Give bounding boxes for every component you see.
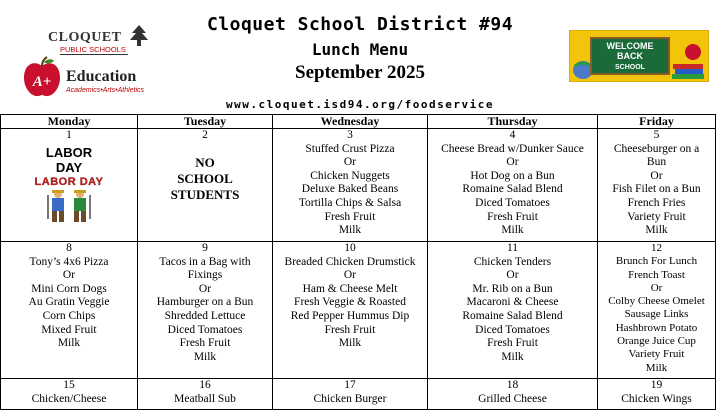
day-header-monday: Monday (1, 115, 138, 129)
welcome-line-1: WELCOME (606, 41, 654, 51)
labor-day-label (1, 145, 137, 175)
menu-item: French Fries (627, 196, 686, 209)
menu-calendar (0, 114, 716, 410)
menu-item: Chicken Wings (621, 392, 692, 405)
labor-day-banner: LABOR DAY (34, 175, 104, 188)
menu-item: Sausage Links (624, 308, 689, 321)
menu-item: Or (650, 169, 663, 182)
menu-item: Hashbrown Potato (615, 321, 698, 334)
menu-month: September 2025 (295, 62, 425, 83)
welcome-back-school-clipart (569, 30, 709, 82)
menu-item: Chicken Nuggets (310, 169, 390, 182)
menu-item: Deluxe Baked Beans (301, 183, 399, 196)
menu-item: Variety Fruit (627, 210, 686, 223)
day-cell-3 (273, 129, 428, 242)
menu-item: Milk (501, 350, 524, 363)
day-header-wednesday: Wednesday (273, 115, 428, 129)
date-number: 1 (66, 129, 72, 141)
date-number: 3 (347, 129, 353, 141)
menu-item: Milk (501, 224, 524, 237)
menu-item: Fresh Fruit (179, 337, 231, 350)
day-cell-2 (138, 129, 273, 242)
menu-item: Or (343, 269, 357, 282)
menu-item: Corn Chips (42, 309, 96, 322)
day-cell-17 (273, 379, 428, 410)
menu-item: Milk (193, 350, 217, 363)
workers-clipart-icon (39, 189, 99, 223)
day-cell-18 (428, 379, 598, 410)
menu-item: Romaine Salad Blend (462, 183, 563, 196)
notice-line: SCHOOL (177, 170, 233, 186)
day-header-friday: Friday (598, 115, 716, 129)
menu-item: Orange Juice Cup (617, 335, 696, 348)
menu-item: Milk (338, 224, 362, 237)
menu-item: Or (650, 281, 663, 294)
cloquet-logo (48, 30, 144, 60)
day-cell-11 (428, 242, 598, 379)
menu-item: Fresh Fruit (324, 323, 376, 336)
menu-item: Bun (646, 156, 667, 169)
apple-a-plus-icon (22, 56, 62, 98)
menu-item: Milk (645, 224, 668, 237)
menu-item: Breaded Chicken Drumstick (284, 255, 416, 268)
menu-item: Chicken/Cheese (31, 392, 107, 405)
menu-item: Or (506, 269, 519, 282)
menu-item: Or (343, 156, 357, 169)
notice-line: NO (195, 154, 215, 170)
menu-item: Mr. Rib on a Bun (472, 282, 553, 295)
date-number: 12 (651, 242, 662, 254)
day-cell-10 (273, 242, 428, 379)
day-cell-8 (1, 242, 138, 379)
cloquet-logo-name: CLOQUET (48, 30, 122, 45)
no-school-notice (138, 155, 272, 203)
notice-line: STUDENTS (170, 186, 240, 202)
menu-item: Diced Tomatoes (475, 196, 550, 209)
menu-item: Mixed Fruit (41, 323, 97, 336)
day-cell-19 (598, 379, 716, 410)
education-label: Education (66, 68, 137, 85)
date-number: 15 (63, 379, 75, 391)
menu-item: Hot Dog on a Bun (470, 169, 555, 182)
pine-tree-icon (128, 24, 150, 48)
menu-item: Stuffed Crust Pizza (305, 142, 395, 155)
menu-item: Milk (338, 337, 362, 350)
holiday-line: LABOR (45, 144, 93, 160)
menu-item: Fixings (187, 269, 223, 282)
menu-item: Diced Tomatoes (475, 323, 550, 336)
date-number: 10 (344, 242, 356, 254)
date-number: 16 (199, 379, 211, 391)
menu-item: Fish Filet on a Bun (612, 183, 701, 196)
day-cell-15 (1, 379, 138, 410)
cloquet-logo-sub: PUBLIC SCHOOLS (60, 45, 128, 55)
menu-item: Chicken Burger (313, 392, 387, 405)
welcome-line-2: BACK (617, 51, 643, 61)
menu-item: Cheese Bread w/Dunker Sauce (441, 142, 584, 155)
day-cell-4 (428, 129, 598, 242)
menu-item: Brunch For Lunch (615, 255, 698, 268)
menu-item: Fresh Fruit (487, 210, 538, 223)
date-number: 18 (506, 379, 519, 391)
welcome-line-3: SCHOOL (615, 64, 645, 71)
day-cell-12 (598, 242, 716, 379)
day-cell-16 (138, 379, 273, 410)
day-header-tuesday: Tuesday (138, 115, 273, 129)
day-cell-9 (138, 242, 273, 379)
menu-item: Chicken Tenders (473, 255, 552, 268)
menu-item: Tony’s 4x6 Pizza (29, 255, 109, 268)
menu-item: Or (506, 156, 519, 169)
menu-item: Romaine Salad Blend (462, 309, 563, 322)
menu-subtitle: Lunch Menu (311, 40, 409, 59)
menu-item: Or (62, 269, 76, 282)
menu-item: Mini Corn Dogs (31, 282, 107, 295)
day-header-thursday: Thursday (428, 115, 598, 129)
menu-item: Diced Tomatoes (167, 323, 243, 336)
menu-item: Fresh Veggie & Roasted (294, 296, 406, 309)
menu-item: Milk (645, 361, 668, 374)
menu-item: Milk (57, 337, 81, 350)
date-number: 8 (66, 242, 72, 254)
holiday-line: DAY (55, 159, 83, 175)
menu-item: Au Gratin Veggie (28, 296, 110, 309)
menu-item: Shredded Lettuce (164, 309, 246, 322)
foodservice-url[interactable]: www.cloquet.isd94.org/foodservice (225, 98, 495, 111)
menu-item: Meatball Sub (174, 392, 236, 405)
menu-item: Macaroni & Cheese (466, 296, 559, 309)
menu-item: Or (198, 282, 212, 295)
menu-item: French Toast (628, 268, 685, 281)
date-number: 4 (509, 129, 516, 141)
menu-item: Tortilla Chips & Salsa (298, 196, 402, 209)
date-number: 11 (506, 242, 519, 254)
menu-item: Tacos in a Bag with (159, 255, 251, 268)
menu-item: Colby Cheese Omelet (608, 295, 705, 308)
date-number: 9 (202, 242, 208, 254)
date-number: 5 (653, 129, 660, 141)
education-tagline: Academics•Arts•Athletics (66, 87, 145, 94)
menu-item: Fresh Fruit (324, 210, 376, 223)
menu-item: Fresh Fruit (487, 337, 538, 350)
day-cell-5 (598, 129, 716, 242)
apple-text: A+ (32, 74, 52, 90)
date-number: 17 (344, 379, 356, 391)
menu-item: Red Pepper Hummus Dip (290, 309, 410, 322)
menu-item: Grilled Cheese (478, 392, 547, 405)
district-title: Cloquet School District #94 (206, 14, 514, 35)
menu-item: Cheeseburger on a (613, 142, 700, 155)
date-number: 2 (202, 129, 208, 141)
date-number: 19 (650, 379, 663, 391)
day-cell-1 (1, 129, 138, 242)
menu-item: Ham & Cheese Melt (302, 282, 398, 295)
menu-item: Hamburger on a Bun (156, 296, 254, 309)
menu-item: Variety Fruit (628, 348, 685, 361)
